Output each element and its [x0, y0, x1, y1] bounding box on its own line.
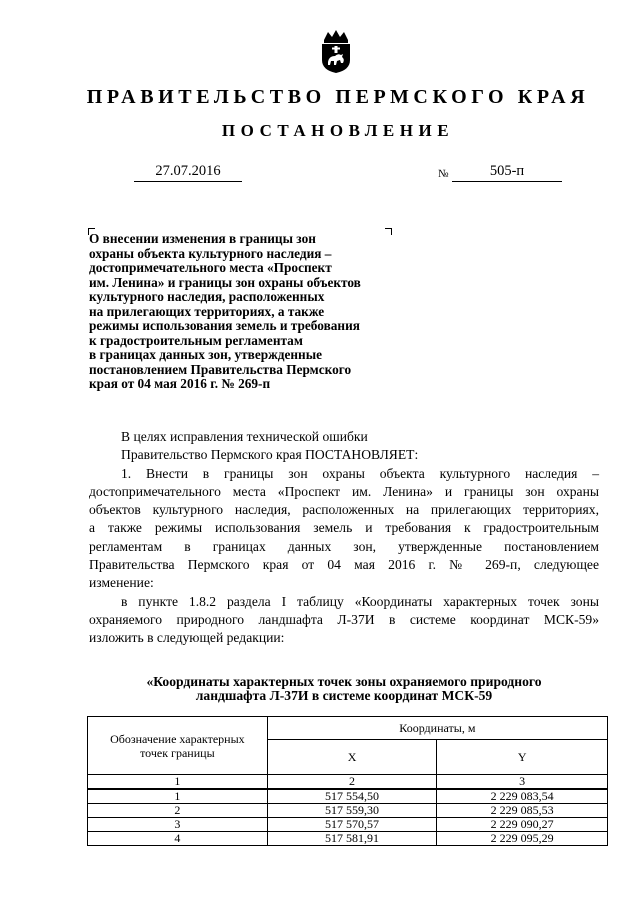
body-line: а также режимы использования земель и требования к градостроительным: [89, 520, 599, 536]
y-cell: 2 229 085,53: [437, 804, 608, 818]
table-row: [88, 789, 608, 804]
document-date: 27.07.2016: [134, 163, 242, 182]
point-cell: 1: [88, 789, 268, 804]
y-cell: 2 229 083,54: [437, 789, 608, 804]
body-line: изложить в следующей редакции:: [89, 630, 285, 646]
x-cell: 517 554,50: [267, 789, 437, 804]
government-name: ПРАВИТЕЛЬСТВО ПЕРМСКОГО КРАЯ: [86, 86, 590, 108]
body-line: объектов культурного наследия, расположенных на прилегающих территориях,: [89, 502, 599, 518]
header-y-cell: Y: [437, 740, 608, 775]
table-row: [88, 804, 608, 818]
body-line: Правительство Пермского края ПОСТАНОВЛЯЕТ:: [121, 447, 419, 463]
subject-line: культурного наследия, расположенных: [89, 289, 325, 304]
header-coords-cell: Координаты, м: [267, 717, 607, 740]
table-row: [88, 832, 608, 846]
table-title: [89, 675, 599, 702]
subject-line: постановлением Правительства Пермского: [89, 361, 352, 377]
number-sign: №: [438, 168, 449, 180]
body-line: В целях исправления технической ошибки: [121, 429, 368, 444]
subject-line: охраны объекта культурного наследия –: [89, 245, 332, 261]
perm-krai-coat-of-arms-icon: [319, 28, 353, 74]
document-subject: [89, 232, 409, 392]
y-cell: 2 229 095,29: [437, 832, 608, 846]
subject-line: к градостроительным регламентам: [89, 332, 303, 348]
body-line: Правительства Пермского края от 04 мая 2016 г. № 269-п, следующее: [89, 557, 599, 573]
x-cell: 517 581,91: [267, 832, 437, 846]
body-line: 1. Внести в границы зон охраны объекта культурного наследия –: [121, 465, 599, 481]
document-type: ПОСТАНОВЛЕНИЕ: [221, 121, 455, 140]
subject-line: на прилегающих территориях, а также: [89, 303, 325, 319]
body-line: регламентам в границах данных зон, утвержденные постановлением: [89, 538, 599, 554]
document-number: 505-п: [452, 163, 562, 182]
table-title-line: «Координаты характерных точек зоны охраняемого природного: [146, 674, 542, 689]
body-line: охраняемого природного ландшафта Л-37И в системе координат МСК-59»: [89, 611, 599, 627]
numbering-cell: 1: [88, 775, 268, 790]
numbering-cell: 3: [437, 775, 608, 790]
point-cell: 3: [88, 818, 268, 832]
subject-line: О внесении изменения в границы зон: [89, 231, 316, 246]
document-body: [89, 428, 599, 648]
header-point-cell: Обозначение характерных точек границы: [88, 717, 268, 775]
subject-line: им. Ленина» и границы зон охраны объектов: [89, 274, 361, 290]
body-line: в пункте 1.8.2 раздела I таблицу «Координаты характерных точек зоны: [121, 593, 599, 609]
y-cell: 2 229 090,27: [437, 818, 608, 832]
body-line: изменение:: [89, 575, 154, 591]
subject-line: режимы использования земель и требования: [89, 318, 360, 333]
x-cell: 517 559,30: [267, 804, 437, 818]
table-title-line: ландшафта Л-37И в системе координат МСК-59: [195, 687, 493, 703]
point-cell: 4: [88, 832, 268, 846]
subject-line: в границах данных зон, утвержденные: [89, 347, 323, 362]
point-cell: 2: [88, 804, 268, 818]
coordinates-table: [87, 716, 608, 846]
numbering-cell: 2: [267, 775, 437, 790]
body-line: достопримечательного места «Проспект им. Ленина» и границы зон охраны: [89, 483, 599, 499]
subject-line: достопримечательного места «Проспект: [89, 260, 332, 275]
x-cell: 517 570,57: [267, 818, 437, 832]
header-x-cell: X: [267, 740, 437, 775]
table-row: [88, 818, 608, 832]
subject-line: края от 04 мая 2016 г. № 269-п: [89, 376, 271, 391]
